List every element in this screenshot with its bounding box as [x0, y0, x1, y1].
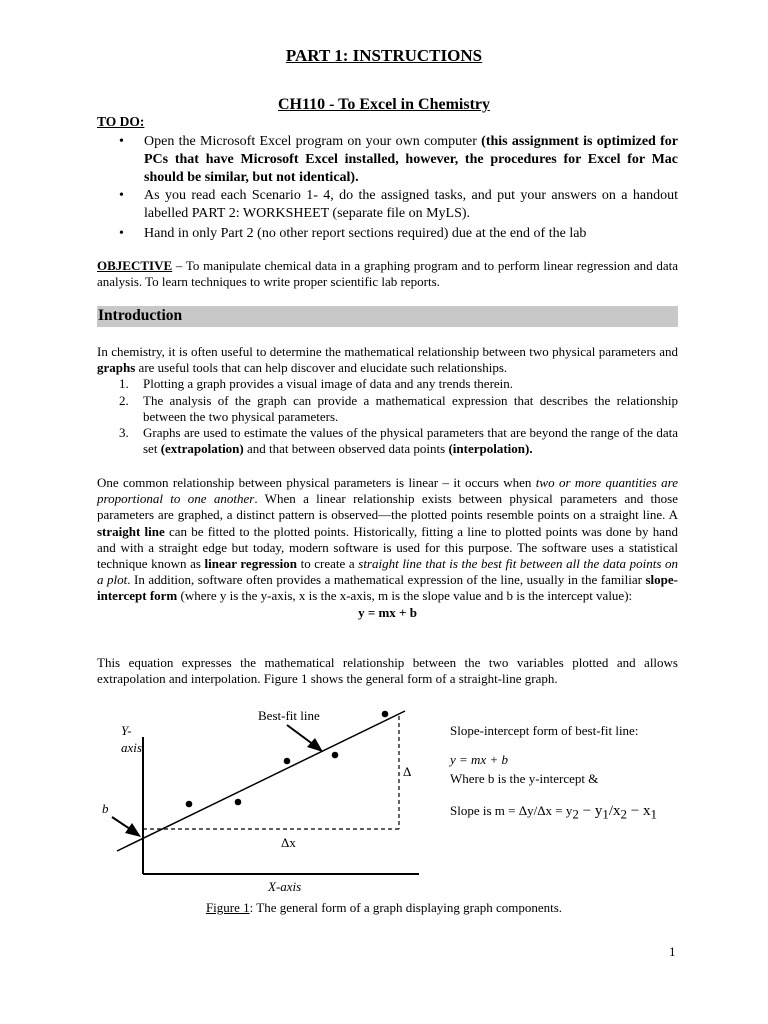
list-item: 3. Graphs are used to estimate the values of the physical parameters that are beyond the range of the data set (extrapolation) and that between observed data points (interpolation). — [119, 425, 678, 457]
slope-intercept-equation: y = mx + b — [450, 752, 508, 767]
page-number: 1 — [669, 944, 676, 959]
todo-item: • Open the Microsoft Excel program on your own computer (this assignment is optimized for PCs that have Microsoft Excel installed, however, the procedures for Excel for Mac should be similar, but not identical). — [119, 134, 678, 185]
intercept-arrow-head — [125, 823, 141, 837]
delta-x-label: Δx — [281, 835, 296, 850]
introduction-heading-bar — [97, 306, 678, 327]
intercept-b-label: b — [102, 801, 109, 816]
introduction-heading: Introduction — [98, 307, 183, 324]
best-fit-arrow-head — [307, 738, 323, 752]
intro-paragraph-2: One common relationship between physical parameters is linear – it occurs when two or more quantities are proportional to one another. When a linear relationship exists between physical parameters and those parameters are graphed, a distinct pattern is observed—the plotted points resemble points on a straight line. A straight line can be fitted to the plotted points. Historically, fitting a line to plotted points was done by hand and with a straight edge but today, modern software is used for this purpose. The software uses a statistical technique known as linear regression to create a straight line that is the best fit between all the data points on a plot. In addition, software often provides a mathematical expression of the line, usually in the familiar slope-intercept form (where y is the y-axis, x is the x-axis, m is the slope value and b is the intercept value): y = mx + b — [97, 475, 678, 620]
figure-caption: Figure 1: The general form of a graph displaying graph components. — [205, 900, 563, 915]
todo-label: TO DO: — [97, 114, 145, 129]
objective-label: OBJECTIVE — [97, 258, 173, 273]
slope-formula: Slope is $m = \Delta y/\Delta x = y_2 - y_1/x_2 - x_1$ — [450, 803, 657, 822]
todo-item: • As you read each Scenario 1- 4, do the assigned tasks, and put your answers on a handout labelled PART 2: WORKSHEET (separate file on MyLS). — [119, 188, 678, 221]
intro-paragraph-1: In chemistry, it is often useful to determine the mathematical relationship between two physical parameters and graphs are useful tools that can help discover and elucidate such relationships. 1. Plotting a graph provides a visual image of data and any trends therein. 2. The analysis of the graph can provide a mathematical expression that describes the relationship between the two physical parameters. 3. Graphs are used to estimate the values of the physical parameters that are beyond the range of the data set (extrapolation) and that between observed data points (interpolation). — [97, 344, 678, 457]
list-item: 1. Plotting a graph provides a visual image of data and any trends therein. — [119, 376, 514, 392]
data-point — [332, 752, 339, 759]
course-title: CH110 - To Excel in Chemistry — [277, 96, 490, 113]
objective-paragraph: OBJECTIVE – To manipulate chemical data in a graphing program and to perform linear regression and data analysis. To learn techniques to write proper scientific lab reports. — [97, 258, 678, 290]
straight-line-graph-figure — [97, 700, 437, 885]
todo-list — [97, 133, 678, 243]
y-axis-label-2: axis — [121, 740, 142, 755]
y-intercept-note: Where b is the y-intercept & — [450, 771, 599, 786]
data-point — [284, 758, 291, 765]
delta-y-label: Δ — [403, 764, 412, 779]
data-point — [186, 801, 193, 808]
intro-paragraph-3: This equation expresses the mathematical relationship between the two variables plotted and allows extrapolation and interpolation. Figure 1 shows the general form of a straight-line graph. — [97, 655, 678, 687]
y-axis-label: Y- — [121, 723, 132, 738]
page-heading: PART 1: INSTRUCTIONS — [285, 46, 483, 65]
data-point — [382, 711, 389, 718]
slope-intercept-title: Slope-intercept form of best-fit line: — [450, 723, 639, 738]
best-fit-line — [117, 711, 405, 851]
equation: y = mx + b — [358, 604, 417, 620]
data-point — [235, 799, 242, 806]
x-axis-label: X-axis — [268, 879, 302, 894]
list-item: 2. The analysis of the graph can provide a mathematical expression that describes the relationship between the two physical parameters. — [119, 392, 678, 424]
best-fit-line-label: Best-fit line — [258, 708, 320, 723]
todo-item: • Hand in only Part 2 (no other report sections required) due at the end of the lab — [119, 226, 587, 241]
